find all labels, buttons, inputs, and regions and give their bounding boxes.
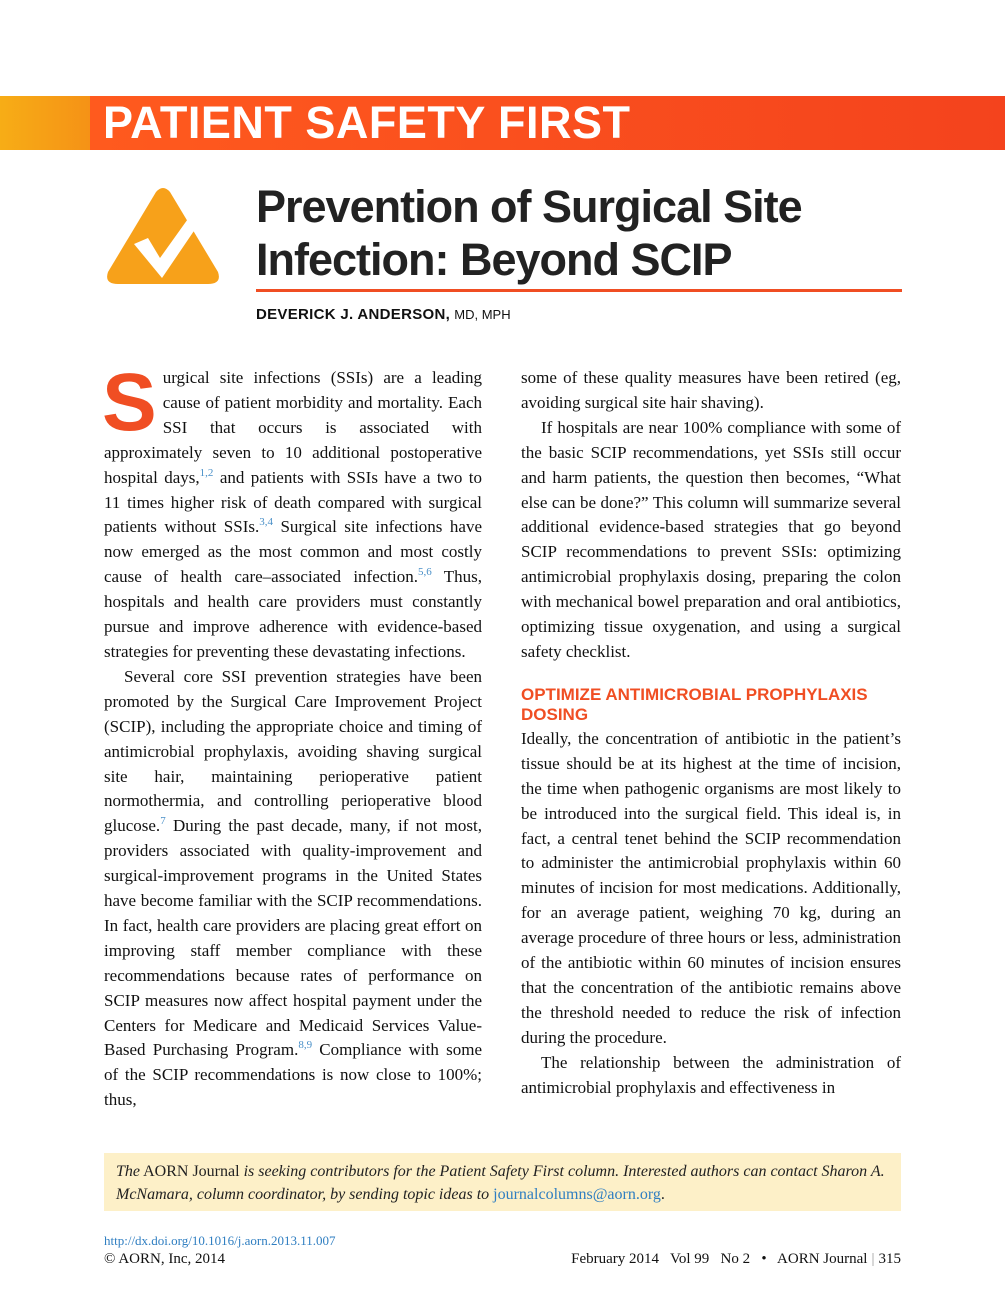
text: and patients with SSIs have a two to 11 times higher risk of death compared with surgical patients without SSIs. xyxy=(104,467,482,537)
text: . xyxy=(660,1186,665,1203)
doi-link[interactable]: http://dx.doi.org/10.1016/j.aorn.2013.11.007 xyxy=(104,1233,336,1248)
contributor-callout xyxy=(104,1153,901,1211)
paragraph xyxy=(102,357,482,665)
reference-link[interactable]: 8,9 xyxy=(298,1039,313,1052)
reference-link[interactable]: 5,6 xyxy=(418,566,432,579)
paragraph: Ideally, the concentration of antibiotic in the patient’s tissue should be at its highest at the time of incision, the time when pathogenic organisms are most likely to be introduced into the surgical field. This ideal is, in fact, a central tenet behind the SCIP recommendation to administer the antimicrobial prophylaxis within 60 minutes of incision for most medications. Additionally, for an average patient, weighing 70 kg, during an average procedure of three hours or less, administration of the antibiotic within 60 minutes of incision ensures that the concentration of the antibiotic remains above the threshold needed to reduce the risk of infection during the procedure. xyxy=(521,728,901,1047)
text: urgical site infections (SSIs) are a leading cause of patient morbidity and mortality. Each SSI that occurs is associated with approximately seven to 10 additional postoperative hospital days, xyxy=(104,368,482,487)
paragraph: some of these quality measures have been retired (eg, avoiding surgical site hair shaving). xyxy=(521,368,901,412)
text: Compliance with some of the SCIP recommendations is now close to 100%; thus, xyxy=(104,1040,482,1110)
text: The xyxy=(116,1163,140,1180)
text: is seeking contributors for the Patient Safety First column. Interested authors can contact Sharon A. McNamara, column coordinator, by sending topic ideas to xyxy=(116,1163,885,1203)
paragraph: If hospitals are near 100% compliance with some of the basic SCIP recommendations, yet SSIs still occur and harm patients, the question then becomes, “What else can be done?” This column will summarize several additional evidence-based strategies that go beyond SCIP recommendations to prevent SSIs: optimizing antimicrobial prophylaxis dosing, preparing the colon with mechanical bowel preparation and oral antibiotics, optimizing tissue oxygenation, and using a surgical safety checklist. xyxy=(521,417,901,661)
title-divider xyxy=(256,289,902,292)
drop-cap: S xyxy=(102,357,157,448)
email-link[interactable]: journalcolumns@aorn.org xyxy=(493,1186,661,1203)
author-name: DEVERICK J. ANDERSON, xyxy=(256,306,451,323)
article-title: Prevention of Surgical Site Infection: Beyond SCIP xyxy=(256,181,802,285)
copyright: © AORN, Inc, 2014 xyxy=(104,1251,225,1267)
text: During the past decade, many, if not most, providers associated with quality-improvement and surgical-improvement programs in the United States have become familiar with the SCIP recommendations. In fact, health care providers are placing great effort on improving staff member compliance with these recommendations because rates of performance on SCIP measures now affect hospital payment under the Centers for Medicare and Medicaid Services Value-Based Purchasing Program. xyxy=(104,816,482,1060)
issue-info: February 2014 Vol 99 No 2 • AORN Journal xyxy=(571,1251,868,1267)
banner-accent xyxy=(0,96,90,150)
paragraph xyxy=(104,665,482,1113)
text: Surgical site infections have now emerged as the most common and most costly cause of health care–associated infection. xyxy=(104,517,482,587)
right-column xyxy=(521,366,901,1100)
text: Thus, hospitals and health care providers must constantly pursue and improve adherence with evidence-based strategies for preventing these devastating infections. xyxy=(104,567,482,661)
banner-title: PATIENT SAFETY FIRST xyxy=(103,97,631,148)
left-column xyxy=(102,357,482,1113)
checkmark-triangle-icon xyxy=(104,186,222,286)
journal-name: AORN Journal xyxy=(140,1163,244,1180)
author-credentials: MD, MPH xyxy=(454,307,511,322)
footer-issue-info xyxy=(571,1251,901,1268)
reference-link[interactable]: 3,4 xyxy=(259,516,273,529)
reference-link[interactable]: 1,2 xyxy=(199,466,214,479)
text: Several core SSI prevention strategies have been promoted by the Surgical Care Improvement Project (SCIP), including the appropriate choice and timing of antimicrobial prophylaxis, avoiding shaving surgical site hair, maintaining perioperative patient normothermia, and controlling perioperative blood glucose. xyxy=(104,666,482,836)
byline xyxy=(256,306,511,323)
reference-link[interactable]: 7 xyxy=(160,815,166,828)
divider: | xyxy=(871,1251,875,1267)
page-number: 315 xyxy=(878,1251,901,1267)
paragraph: The relationship between the administration of antimicrobial prophylaxis and effectiveness in xyxy=(521,1052,901,1097)
section-heading: OPTIMIZE ANTIMICROBIAL PROPHYLAXIS DOSING xyxy=(521,684,868,724)
